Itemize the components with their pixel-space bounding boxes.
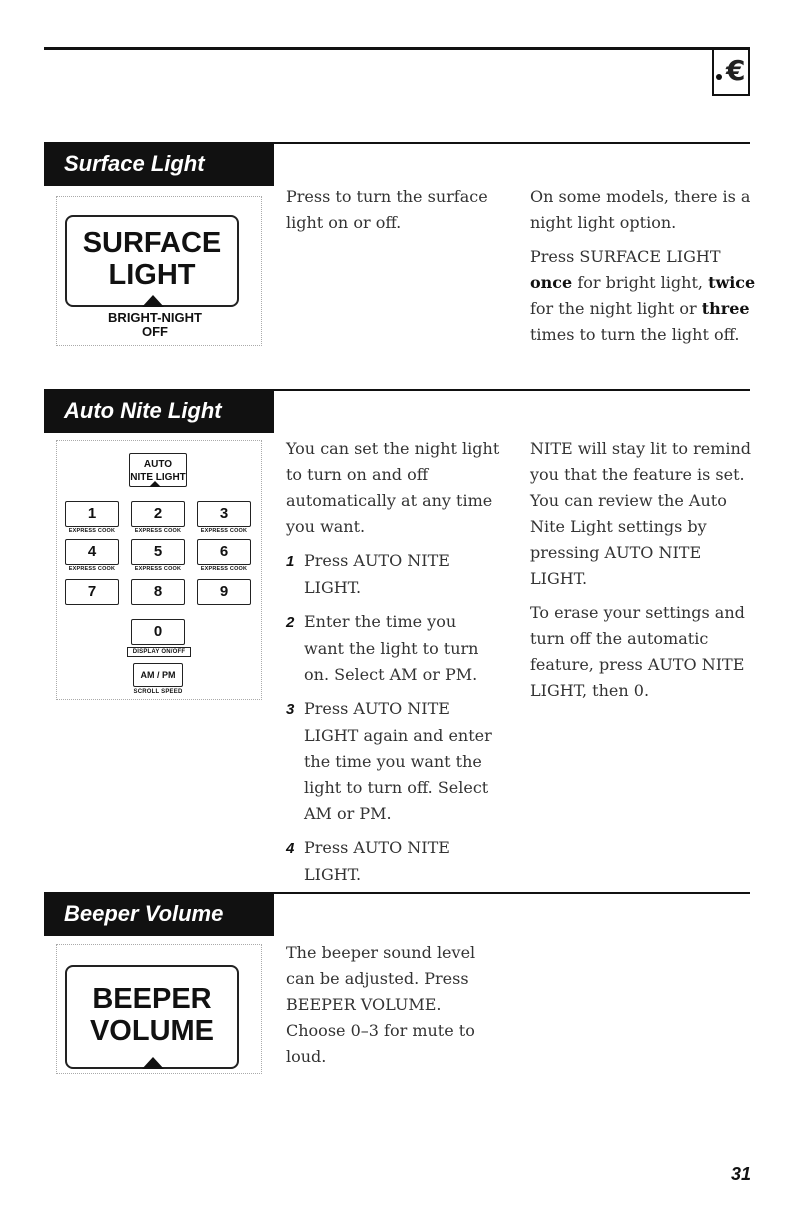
key-2: 2 <box>131 501 185 527</box>
scroll-speed-label: SCROLL SPEED <box>133 689 183 695</box>
paragraph <box>530 244 762 348</box>
corner-dot <box>716 74 722 80</box>
surface-light-key-panel <box>56 196 262 346</box>
step-number: 4 <box>286 840 295 857</box>
paragraph: The beeper sound level can be adjusted. Press BEEPER VOLUME. Choose 0–3 for mute to loud. <box>286 943 476 1066</box>
express-cook-label: EXPRESS COOK <box>200 528 248 534</box>
page-number: 31 <box>730 1164 751 1184</box>
paragraph: To erase your settings and turn off the automatic feature, press AUTO NITE LIGHT, then 0. <box>530 603 745 700</box>
paragraph: On some models, there is a night light option. <box>530 187 751 232</box>
triangle-indicator-icon <box>149 481 161 487</box>
text-run: for the night light or <box>530 299 702 318</box>
step-text: Press AUTO NITE LIGHT again and enter the time you want the light to turn off. Select AM or PM. <box>304 699 492 823</box>
top-rule <box>44 47 750 50</box>
key-0: 0 <box>131 619 185 645</box>
step-3 <box>286 696 500 827</box>
key-label-line1: BEEPER <box>92 983 212 1015</box>
key-label: NITE LIGHT <box>130 472 186 483</box>
key-8: 8 <box>131 579 185 605</box>
step-4 <box>286 835 500 888</box>
key-4: 4 <box>65 539 119 565</box>
express-cook-label: EXPRESS COOK <box>134 566 182 572</box>
step-text: Press AUTO NITE LIGHT. <box>304 838 450 884</box>
surface-light-key <box>65 215 239 307</box>
corner-tab <box>712 50 750 96</box>
step-number: 1 <box>286 553 295 570</box>
step-number: 2 <box>286 614 295 631</box>
auto-nite-keypad-panel <box>56 440 262 700</box>
step-text: Press AUTO NITE LIGHT. <box>304 551 450 597</box>
beeper-volume-key <box>65 965 239 1069</box>
step-text: Enter the time you want the light to turn on. Select AM or PM. <box>304 612 479 684</box>
text-run: for bright light, <box>572 273 709 292</box>
paragraph: You can set the night light to turn on and off automatically at any time you want. <box>286 439 500 536</box>
emphasis-once: once <box>530 273 573 292</box>
step-1 <box>286 548 500 601</box>
express-cook-label: EXPRESS COOK <box>68 528 116 534</box>
beeper-volume-key-panel <box>56 944 262 1074</box>
am-pm-key: AM / PM <box>133 663 183 687</box>
text-run: Press SURFACE LIGHT <box>530 247 721 266</box>
surface-light-text-col1 <box>286 184 496 244</box>
triangle-indicator-icon <box>142 295 164 307</box>
paragraph: Press to turn the surface light on or off. <box>286 187 488 232</box>
emphasis-three: three <box>701 299 750 318</box>
step-2 <box>286 609 500 688</box>
key-1: 1 <box>65 501 119 527</box>
beeper-volume-text-col1 <box>286 940 500 1078</box>
auto-nite-text-col2 <box>530 436 762 712</box>
display-on-off-label: DISPLAY ON/OFF <box>127 647 191 657</box>
section-title-auto-nite-light: Auto Nite Light <box>44 389 274 433</box>
key-6: 6 <box>197 539 251 565</box>
emphasis-twice: twice <box>708 273 756 292</box>
section-title-beeper-volume: Beeper Volume <box>44 892 274 936</box>
key-label: AUTO <box>143 459 173 470</box>
key-sublabel-off: OFF <box>142 324 168 339</box>
key-label-line1: SURFACE <box>82 227 222 259</box>
step-number: 3 <box>286 701 295 718</box>
key-9: 9 <box>197 579 251 605</box>
section-rule <box>274 389 750 391</box>
section-title-surface-light: Surface Light <box>44 142 274 186</box>
corner-icon: € <box>726 54 746 87</box>
key-3: 3 <box>197 501 251 527</box>
key-sublabel: BRIGHT-NIGHT <box>108 310 202 325</box>
section-rule <box>274 142 750 144</box>
express-cook-label: EXPRESS COOK <box>200 566 248 572</box>
key-label-line2: LIGHT <box>108 259 196 291</box>
auto-nite-text-col1 <box>286 436 500 896</box>
triangle-indicator-icon <box>142 1057 164 1069</box>
text-run: times to turn the light off. <box>530 325 740 344</box>
key-5: 5 <box>131 539 185 565</box>
paragraph: NITE will stay lit to remind you that the feature is set. You can review the Auto Nite Light settings by pressing AUTO NITE LIGHT. <box>530 439 752 588</box>
surface-light-text-col2 <box>530 184 762 356</box>
express-cook-label: EXPRESS COOK <box>134 528 182 534</box>
key-label-line2: VOLUME <box>89 1015 215 1047</box>
key-7: 7 <box>65 579 119 605</box>
express-cook-label: EXPRESS COOK <box>68 566 116 572</box>
section-rule <box>274 892 750 894</box>
